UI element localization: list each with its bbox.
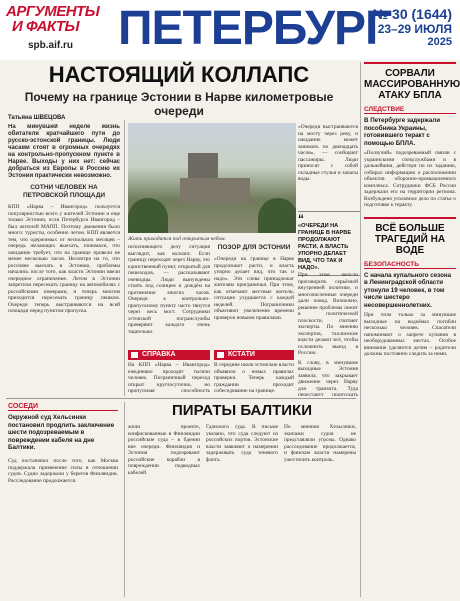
pirates-title: ПИРАТЫ БАЛТИКИ <box>172 402 312 419</box>
main-article-header <box>6 62 352 118</box>
fortress-wall <box>180 178 250 203</box>
column-6-text: К слову, в минувшие выходные Эстония заявила, что закрывает движение через Нарву для транзита. Туда перестанут пропускать <box>298 359 358 396</box>
subhead-petrovskaya: СОТНИ ЧЕЛОВЕК НА ПЕТРОВСКОЙ ПЛОЩАДИ <box>22 184 106 199</box>
pirates-text-1: жили проекте, конфискованные в Финляндии российские суда – в бдении вне очереди. Финляндия и Эстония подозревают российские корабли в повреждении подводных кабелей. <box>128 424 200 476</box>
exclamation-icon <box>217 352 224 358</box>
border-photo <box>128 123 296 233</box>
sidebar-lead-water: С начала купального сезона в Ленинградской области утонули 19 человек, в том числе шестеро несовершеннолетних. <box>364 271 452 309</box>
masthead <box>0 0 460 60</box>
neighbors-lead: Окружной суд Хельсинки постановил продлить заключение шести подозреваемым в повреждении кабеля на дне Балтики. <box>8 414 115 451</box>
quote-icon: “ <box>298 212 304 226</box>
pirates-text-2: Гданского суда. В письме указано, что суда следуют из российских портов. Эстонские власти заявляют о намерении задерживать суда теневого флота. <box>206 424 278 463</box>
sidebar-text-drone: «Ползучий» подозреваемый связан с украинскими спецслужбами и в дальнейшем, действуя по их заданию, собирал информацию о расположении объектов оборонно-промышленного комплекса. Сотрудники ФСБ России задержали его на территории региона. Возбуждено уголовное дело по статье о подготовке к теракту. <box>364 150 456 208</box>
column-1-text: КПП «Нарва – Ивангород» пользуется популярностью всего у жителей Эстонии и еще только Эстонии, если Петербурга Ивангород – был жителей МАПП. Поэтому движения было много: туристы, особенно летом. КПП является тем, что одержимых от нескольких месяцев – очередь желающих выехать, понимали, что ожидание требует, что на границе провели не менее несколько часов. Несмотря на то, что россияне выехать в Эстонию, проблемы начались после того, как власти Эстонии ввели очередное ограничение. Летом в Эстонии запретили пересекать границу на автомобилях с российскими номерами, и теперь многим приходится пересекать границу пешком. Очереди теперь выстраиваются на всей площади перед пунктом пропуска. <box>8 204 120 314</box>
column-4-text: «Очереди выстраиваются на мосту через реку, и ожидание может занимать по двенадцать часов», — сообщают пассажиры. Люди приносят с собой складные стулья и запасы воды. <box>298 124 358 182</box>
article-column-2 <box>128 244 210 348</box>
reference-box-text: На КПП «Нарва – Ивангород» ежедневно проходят тысячи человек. Пограничный переход открыт круглосуточно, но пропускная способность <box>128 362 210 394</box>
reference-box-title: СПРАВКА <box>142 351 176 358</box>
column-5-text: При этом чего-то проговорить серьёзной внутренней политике, и многочисленные очереди дали повод. Возможно, решение проблемы лежит в политической плоскости, считают эксперты. По мнению экспертов, таллинские власти делают всё, чтобы осложнить выезд в Россию. <box>298 272 358 356</box>
sidebar-lead-drone: В Петербурге задержали пособника Украины, готовившего теракт с помощью БПЛА. <box>364 117 441 147</box>
subhead-shame: ПОЗОР ДЛЯ ЭСТОНИИ <box>217 244 291 251</box>
main-article-subtitle: Почему на границе Эстонии в Нарве километровые очереди <box>24 90 334 118</box>
main-article-title: НАСТОЯЩИЙ КОЛЛАПС <box>48 62 310 87</box>
sidebar-text-water: При этом только за минувшие выходные на водоёмах погибли несколько человек. Спасатели напоминают о запрете купания в необорудованных местах. Особое внимание уделяется детям – родители должны постоянно следить за ними. <box>364 312 456 357</box>
sidebar-title-water: ВСЁ БОЛЬШЕ ТРАГЕДИЙ НА ВОДЕ <box>364 217 456 256</box>
article-column-1 <box>8 124 120 396</box>
aif-logo[interactable] <box>6 3 100 40</box>
issue-dates: 23–29 ИЮЛЯ <box>377 22 452 36</box>
logo-line-2: И ФАКТЫ <box>12 18 79 35</box>
pull-quote-text: «ОЧЕРЕДИ НА ГРАНИЦЕ В НАРВЕ ПРОДОЛЖАЮТ РАСТИ, А ВЛАСТЬ УПОРНО ДЕЛАЕТ ВИД, ЧТО ТАК И НАДО». <box>298 223 352 271</box>
column-divider <box>360 62 361 597</box>
article-column-5 <box>298 272 358 396</box>
section-divider <box>6 398 356 399</box>
column-divider <box>124 402 125 597</box>
sidebar-title-drone: СОРВАЛИ МАССИРОВАННУЮ АТАКУ БПЛА <box>364 62 456 101</box>
sidebar <box>364 62 460 358</box>
neighbors-section-tag: СОСЕДИ <box>8 403 118 411</box>
article-lead: На минувшей неделе жизнь обитателя кратчайшего пути до русско-эстонской границы. Люди часами стоят в огромных очередях на контрольно-пропускном пункте в Нарве. Выходы у них нет: сейчас добраться из Европы в Россию их Эстонии практически невозможно. <box>8 124 120 179</box>
pirates-column-3 <box>284 424 356 596</box>
aside-box-text: В середине июля эстонские власти объявили о новых правилах проверки. Теперь каждый гражданин проходит собеседование на границе. <box>214 362 294 394</box>
column-2-text: исполняющего делу ситуация выглядит, как коллапс. Если границу переходят через Нарву, это единственный пункт, открытый для пешеходов, — рассказывают очевидцы. Люди вынуждены стоять под солнцем и дождём на протяжении многих часов. Очереди к контрольно-пропускному пункту часто тянутся через весь мост. Сотрудники эстонской погранслужбы проверяют каждого очень тщательно. <box>128 244 210 335</box>
reference-box-body <box>128 362 210 396</box>
column-3-text: «Очереди на границе в Нарве продолжают расти, и власть упорно делает вид, что так и надо». Эти слова принадлежат жителям приграничья. При этом, как отмечают местные жители, ситуация ухудшается с каждой неделей. Пограничники объясняют увеличение времени проверок новыми правилами. <box>214 256 294 321</box>
reference-box-label <box>128 350 210 360</box>
aside-box-title: КСТАТИ <box>228 351 255 358</box>
photo-caption: Жить приходится под открытым небом. <box>128 236 226 242</box>
pirates-column-1 <box>128 424 200 596</box>
tree <box>128 198 168 233</box>
neighbors-column <box>8 458 118 596</box>
issue-year: 2025 <box>427 36 452 48</box>
article-column-4 <box>298 124 358 208</box>
pull-quote <box>298 211 360 276</box>
pirates-text-3: По мнению Хельсинки, экипажи судов не представляли угрозы. Однако расследование продолжается, и финские власти намерены ужесточить контроль. <box>284 424 356 463</box>
byline: Татьяна ШВЕЦОВА <box>8 115 66 121</box>
site-url[interactable]: spb.aif.ru <box>28 40 74 51</box>
edition-title: ПЕТЕРБУРГ <box>118 2 392 55</box>
sidebar-section-safety: БЕЗОПАСНОСТЬ <box>364 261 456 269</box>
logo-line-1: АРГУМЕНТЫ <box>6 3 100 20</box>
sidebar-section-investigation: СЛЕДСТВИЕ <box>364 106 456 114</box>
article-column-3 <box>214 244 294 348</box>
info-icon <box>131 352 138 358</box>
issue-number: № 30 (1644) <box>372 6 452 22</box>
pirates-column-2 <box>206 424 278 596</box>
neighbors-text: Суд постановил после того, как Москва поддержала применение силы в отношении судов. Судно задержали у берегов Финляндии. Расследование продолжается. <box>8 458 118 484</box>
tree <box>258 198 296 233</box>
column-divider <box>124 120 125 396</box>
aside-box-body <box>214 362 294 396</box>
aside-box-label <box>214 350 294 360</box>
issue-info <box>373 6 452 48</box>
